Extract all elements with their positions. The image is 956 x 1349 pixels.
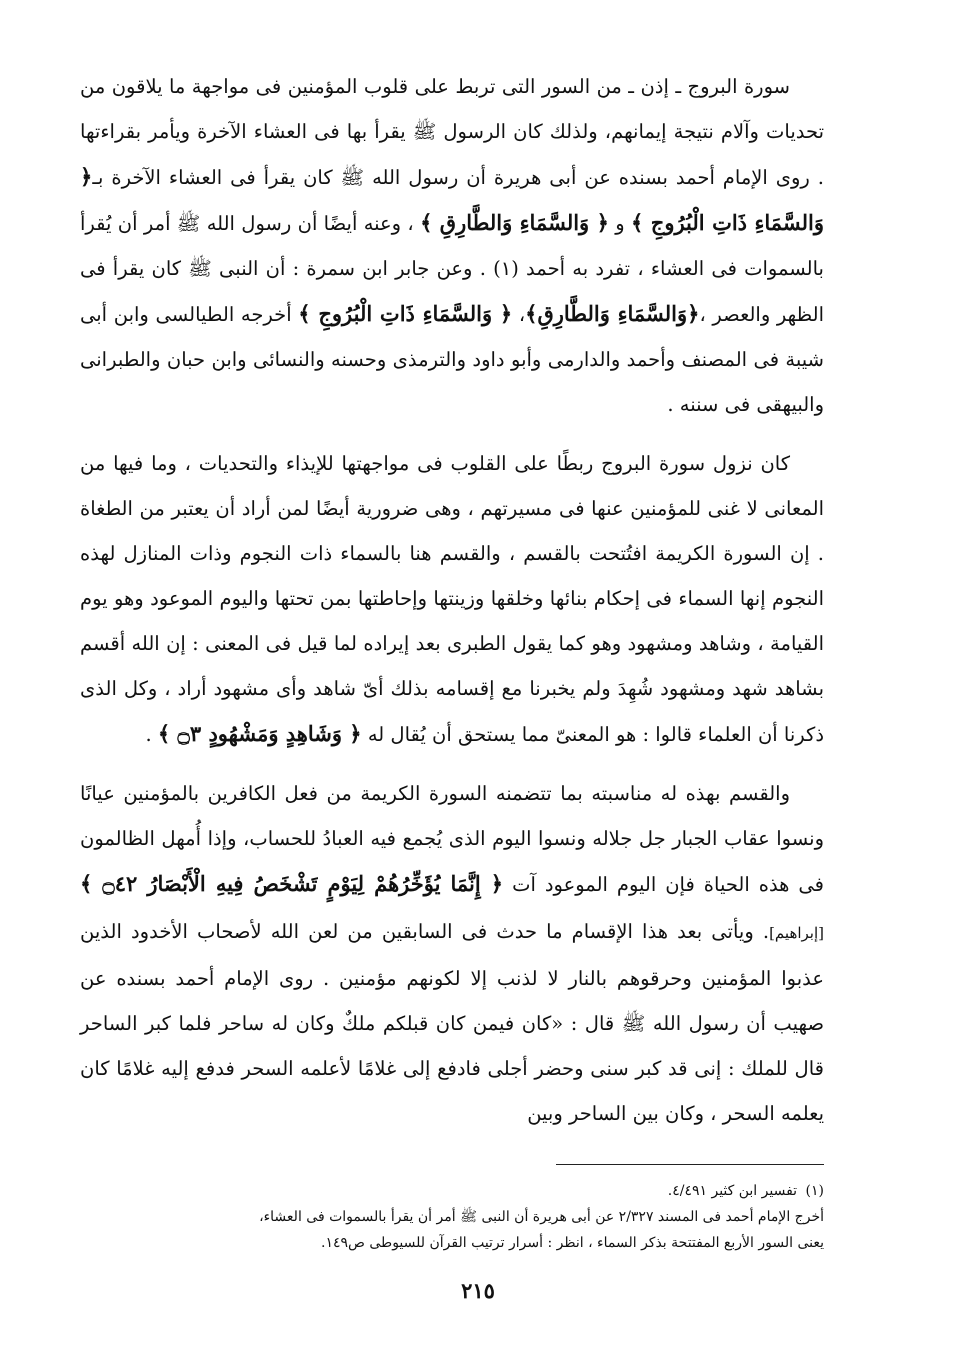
- text-run: سورة البروج ـ إذن ـ من السور التى تربط على قلوب المؤمنين فى مواجهة ما يلاقون من تحديات وآلام نتيجة إيمانهم، ولذلك كان الرسول ﷺ يقرأ بها فى العشاء الآخرة ويأمر بقراءتها . روى الإمام أحمد بسنده عن أبى هريرة أن رسول الله ﷺ كان يقرأ فى العشاء الآخرة بـ: [80, 75, 824, 189]
- quran-verse: ﴿وَالسَّمَاءِ وَالطَّارِقِ﴾: [525, 301, 700, 326]
- footnote-divider: [556, 1164, 824, 1165]
- footnote-text: أخرج الإمام أحمد فى المسند ٢/٣٢٧ عن أبى هريرة أن النبى ﷺ أمر أن يقرأ بالسموات فى العشاء،: [259, 1209, 824, 1225]
- main-text: [80, 64, 824, 1150]
- text-run: ، وعنه أيضًا أن رسول الله ﷺ أمر أن يُقرأ بالسموات فى العشاء ، تفرد به أحمد (١) . وعن جابر ابن سمرة : أن النبى ﷺ كان يقرأ فى الظهر والعصر ،: [80, 212, 824, 326]
- quran-verse: ﴿ وَالسَّمَاءِ ذَاتِ الْبُرُوجِ ﴾: [80, 164, 824, 235]
- quran-verse: ﴿ وَالسَّمَاءِ وَالطَّارِقِ ﴾: [420, 210, 609, 235]
- footnote-line: [80, 1230, 824, 1256]
- footnote-number: (١): [805, 1183, 824, 1199]
- text-run: ،: [512, 303, 526, 326]
- footnote-text: تفسير ابن كثير ٤/٤٩١.: [667, 1183, 798, 1199]
- text-run: .: [145, 723, 158, 746]
- text-run: كان نزول سورة البروج ربطًا على القلوب فى مواجهتها للإيذاء والتحديات ، وما فيها من المعانى لا غنى للمؤمنين عنها فى مسيرتهم ، وهى ضرورية أيضًا لمن أراد أن يعتبر من الطغاة . إن السورة الكريمة افتُتحت بالقسم ، والقسم هنا بالسماء ذات النجوم وذات المنازل لهذه النجوم إنها السماء فى إحكام بنائها وخلقها وزينتها وإحاطتها بمن تحتها واليوم الموعود وهو يوم القيامة ، وشاهد ومشهود وهو كما يقول الطبرى بعد إيراده لما قيل فى المعنى : إن الله أقسم بشاهد شهد ومشهود شُهِدَ ولم يخبرنا مع إقسامه بذلك أىّ شاهد وأى مشهود أراد ، وكل الذى ذكرنا أن العلماء قالوا : هو المعنىّ مما يستحق أن يُقال له: [80, 452, 824, 746]
- footnote-line: [80, 1204, 824, 1230]
- quran-verse: ﴿ وَشَاهِدٍ وَمَشْهُودٍ ۝٣ ﴾: [157, 721, 362, 746]
- quran-verse: ﴿ إِنَّمَا يُؤَخِّرُهُمْ لِيَوْمٍ تَشْخَصُ فِيهِ الْأَبْصَارُ ۝٤٢ ﴾: [80, 871, 504, 896]
- quran-verse: ﴿ وَالسَّمَاءِ ذَاتِ الْبُرُوجِ ﴾: [298, 301, 513, 326]
- footnotes: [80, 1178, 824, 1256]
- surah-reference: [إبراهيم]: [769, 924, 824, 942]
- page-number: ٢١٥: [461, 1278, 495, 1303]
- footnote-text: يعنى السور الأربع المفتتحة بذكر السماء ، انظر : أسرار ترتيب القرآن للسيوطى ص١٤٩.: [320, 1235, 824, 1251]
- paragraph-3: [80, 771, 824, 1136]
- text-run: و: [608, 212, 632, 235]
- text-run: . ويأتى بعد هذا الإقسام ما حدث فى السابقين من لعن الله لأصحاب الأخدود الذين عذبوا المؤمنين وحرقوهم بالنار لا لذنب إلا لكونهم مؤمنين . روى الإمام أحمد بسنده عن صهيب أن رسول الله ﷺ قال : «كان فيمن كان قبلكم ملكٌ وكان له ساحر فلما كبر الساحر قال للملك : إنى قد كبر سنى وحضر أجلى فادفع إلى غلامًا لأعلمه السحر فدفع إليه غلامًا كان يعلمه السحر ، وكان بين الساحر وبين: [80, 920, 824, 1125]
- text-run: والقسم بهذه له مناسبته بما تتضمنه السورة الكريمة من فعل الكافرين بالمؤمنين عيانًا ونسوا عقاب الجبار جل جلاله ونسوا اليوم الذى يُجمع فيه العبادُ للحساب، وإذا أُمهل الظالمون فى هذه الحياة فإن اليوم الموعود آت: [80, 782, 825, 896]
- paragraph-1: [80, 64, 824, 427]
- text-run: أخرجه الطيالسى وابن أبى شيبة فى المصنف وأحمد والدارمى وأبو داود والترمذى وحسنه والنسائى وابن حبان والطبرانى والبيهقى فى سننه .: [80, 303, 824, 416]
- paragraph-2: [80, 441, 824, 757]
- footnote-line: [80, 1178, 824, 1204]
